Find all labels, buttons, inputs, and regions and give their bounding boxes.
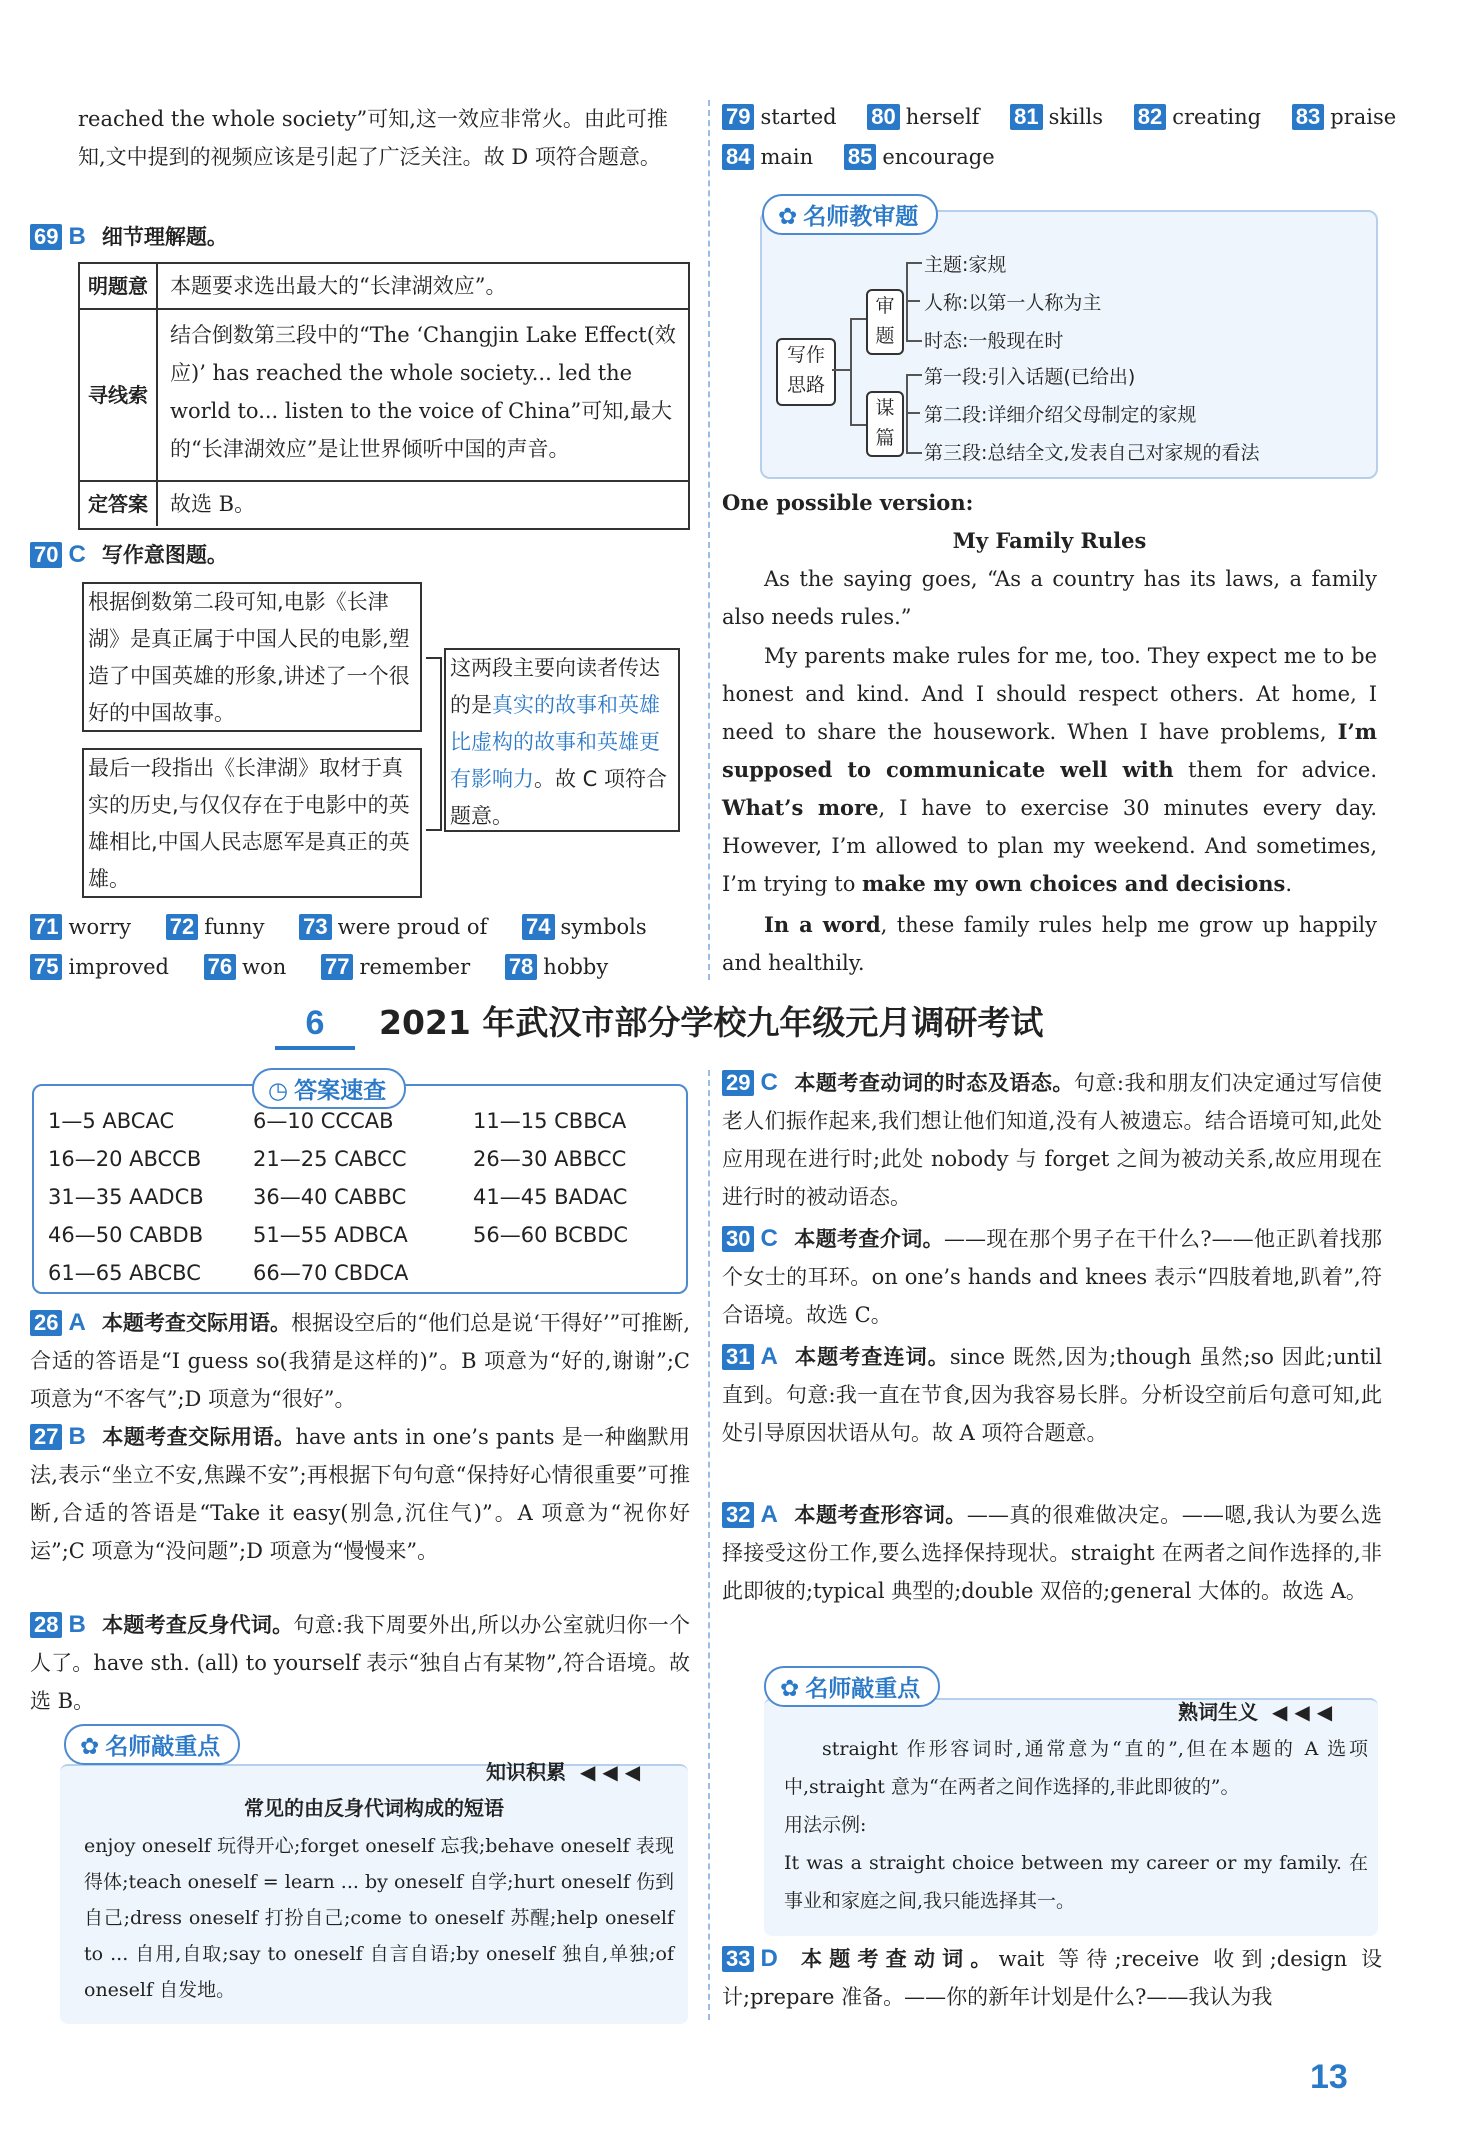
question-type: 细节理解题。 xyxy=(101,225,228,249)
question-type: 本题考查交际用语。 xyxy=(101,1425,296,1449)
answer-key-grid xyxy=(48,1102,628,1292)
explanation: wait 等待;receive 收到;design 设计;prepare 准备。——你的新年计划是什么?——我认为我 xyxy=(722,1947,1383,2009)
row-text: 本题要求选出最大的“长津湖效应”。 xyxy=(170,274,507,298)
table-row xyxy=(80,310,688,482)
connector xyxy=(906,262,922,342)
tip-tag: ✿ 名师敲重点 xyxy=(764,1666,940,1707)
teacher-icon: ✿ xyxy=(780,1676,800,1702)
explanation: ——现在那个男子在干什么?——他正趴着找那个女士的耳环。on one’s hands and knees 表示“四肢着地,趴着”,符合语境。故选 C。 xyxy=(722,1227,1382,1327)
analysis-table xyxy=(78,262,690,530)
essay-bold: make my own choices and decisions xyxy=(862,871,1286,896)
analysis-box: 根据倒数第二段可知,电影《长津湖》是真正属于中国人民的电影,塑造了中国英雄的形象,讲述了一个很好的中国故事。 xyxy=(82,582,422,732)
connector xyxy=(906,374,922,454)
row-text: 故选 B。 xyxy=(170,492,256,516)
essay-text: . xyxy=(1285,872,1293,896)
essay-paragraph: As the saying goes, “As a country has its laws, a family also needs rules.” xyxy=(722,567,1377,629)
conclusion-text: 这两段主要向读者传达的是 xyxy=(450,656,660,717)
answer-word: started xyxy=(760,105,837,129)
answer-word: encourage xyxy=(882,145,995,169)
answer-row xyxy=(722,104,1396,130)
question-number: 70 xyxy=(30,542,62,568)
answer-letter: C xyxy=(760,1069,778,1096)
explanation: 句意:我和朋友们决定通过写信使老人们振作起来,我们想让他们知道,没有人被遗忘。结合语境可知,此处应用现在进行时;此处 nobody 与 forget 之间为被动关系,故应用现在进行时的被动语态。 xyxy=(722,1071,1382,1209)
answer-number: 81 xyxy=(1010,104,1042,130)
answer-number: 83 xyxy=(1292,104,1324,130)
answer-key-tag: ◷ 答案速查 xyxy=(252,1068,406,1109)
answer-word: funny xyxy=(204,915,265,939)
answer-word: won xyxy=(242,955,287,979)
question-number: 33 xyxy=(722,1946,754,1972)
answer-letter: A xyxy=(68,1309,86,1336)
answer-letter: C xyxy=(760,1225,778,1252)
question-number: 31 xyxy=(722,1344,754,1370)
question-69 xyxy=(30,218,690,256)
conclusion-highlight: 真实的故事和英雄比虚构的故事和英雄更有影响力 xyxy=(450,693,660,791)
answer-word: remember xyxy=(359,955,471,979)
answer-word: hobby xyxy=(543,955,609,979)
question-29 xyxy=(722,1064,1382,1216)
tip-text: 用法示例: xyxy=(784,1814,867,1836)
tip-heading: 常见的由反身代词构成的短语 xyxy=(244,1796,504,1820)
question-type: 本题考查动词的时态及语态。 xyxy=(793,1071,1074,1095)
answer-word: skills xyxy=(1048,105,1104,129)
section-number: 6 xyxy=(275,1000,355,1050)
explanation: ——真的很难做决定。——嗯,我认为要么选择接受这份工作,要么选择保持现状。straight 在两者之间作选择的,非此即彼的;typical 典型的;double 双倍的;general 大体的。故选 A。 xyxy=(722,1503,1382,1603)
section-tag: ✿ 名师教审题 xyxy=(762,194,938,235)
answer-word: worry xyxy=(68,915,132,939)
essay-text: , I have to exercise 30 minutes every day. However, I’m allowed to plan my weekend. And sometimes, I’m trying to xyxy=(722,796,1377,896)
tip-subtitle: 熟词生义 ◀ ◀ ◀ xyxy=(1178,1700,1333,1724)
teacher-icon: ✿ xyxy=(778,204,798,230)
essay-bold: I’m supposed to communicate well with xyxy=(722,719,1377,782)
question-32 xyxy=(722,1496,1382,1610)
answer-number: 79 xyxy=(722,104,754,130)
triangle-icon: ◀ ◀ ◀ xyxy=(1272,1700,1333,1724)
bracket-line xyxy=(426,657,442,831)
section-title: 2021 年武汉市部分学校九年级元月调研考试 xyxy=(379,1003,1044,1042)
answer-row xyxy=(722,144,995,170)
tip-text: It was a straight choice between my career or my family. 在事业和家庭之间,我只能选择其一。 xyxy=(784,1852,1368,1912)
question-type: 本题考查动词。 xyxy=(793,1947,999,1971)
tip-tag: ✿ 名师敲重点 xyxy=(64,1724,240,1765)
mindmap-leaf: 第三段:总结全文,发表自己对家规的看法 xyxy=(924,442,1260,464)
question-26 xyxy=(30,1304,690,1418)
answer-word: praise xyxy=(1330,105,1397,129)
paragraph: reached the whole society”可知,这一效应非常火。由此可推知,文中提到的视频应该是引起了广泛关注。故 D 项符合题意。 xyxy=(78,107,668,169)
row-text: 结合倒数第三段中的“The ‘Changjin Lake Effect(效应)’ has reached the whole society... led the world to... listen to the voice of China”可知,最大的“长津湖效应”是让世界倾听中国的声音。 xyxy=(170,323,676,461)
answer-number: 82 xyxy=(1134,104,1166,130)
question-type: 本题考查交际用语。 xyxy=(101,1311,292,1335)
tip-text: enjoy oneself 玩得开心;forget oneself 忘我;behave oneself 表现得体;teach oneself = learn ... by oneself 自学;hurt oneself 伤到自己;dress oneself 打扮自己;come to oneself 苏醒;help oneself to ... 自用,自取;say to oneself 自言自语;by oneself 独自,单独;of oneself 自发地。 xyxy=(84,1835,674,2001)
question-number: 30 xyxy=(722,1226,754,1252)
answer-number: 71 xyxy=(30,914,62,940)
tip-text: straight 作形容词时,通常意为“直的”,但在本题的 A 选项中,straight 意为“在两者之间作选择的,非此即彼的”。 xyxy=(784,1738,1368,1798)
essay-text: , these family rules help me grow up happily and healthily. xyxy=(722,913,1377,975)
question-type: 写作意图题。 xyxy=(101,543,228,567)
answer-number: 78 xyxy=(505,954,537,980)
question-number: 28 xyxy=(30,1612,62,1638)
answer-number: 80 xyxy=(867,104,899,130)
version-label: One possible version: xyxy=(722,490,974,515)
explanation: 句意:我下周要外出,所以办公室就归你一个人了。have sth. (all) to yourself 表示“独自占有某物”,符合语境。故选 B。 xyxy=(30,1613,691,1713)
row-label: 寻线索 xyxy=(80,310,158,480)
essay-title: My Family Rules xyxy=(952,528,1147,553)
conclusion-text: 。故 C 项符合题意。 xyxy=(450,767,668,828)
answer-word: herself xyxy=(905,105,980,129)
stopwatch-icon: ◷ xyxy=(268,1078,289,1104)
answer-key-row: 46—50 CABDB 51—55 ADBCA 56—60 BCBDC xyxy=(48,1223,629,1247)
mindmap-root: 写作思路 xyxy=(776,338,836,406)
question-33 xyxy=(722,1940,1382,2016)
answer-letter: B xyxy=(68,1611,86,1638)
question-28 xyxy=(30,1606,690,1720)
answer-key-row: 61—65 ABCBC 66—70 CBDCA xyxy=(48,1261,409,1285)
answer-word: symbols xyxy=(560,915,647,939)
answer-word: main xyxy=(760,145,814,169)
conclusion-box xyxy=(444,648,680,832)
answer-letter: D xyxy=(760,1945,778,1972)
answer-number: 74 xyxy=(522,914,554,940)
mindmap-leaf: 第二段:详细介绍父母制定的家规 xyxy=(924,404,1197,426)
question-number: 27 xyxy=(30,1424,62,1450)
question-type: 本题考查形容词。 xyxy=(793,1503,967,1527)
question-number: 69 xyxy=(30,224,62,250)
answer-word: improved xyxy=(68,955,169,979)
table-row xyxy=(80,264,688,310)
mindmap-leaf: 人称:以第一人称为主 xyxy=(924,292,1102,314)
answer-number: 73 xyxy=(299,914,331,940)
essay-bold: In a word xyxy=(764,912,881,937)
answer-key-row: 16—20 ABCCB 21—25 CABCC 26—30 ABBCC xyxy=(48,1147,627,1171)
connector xyxy=(906,412,920,414)
answer-number: 76 xyxy=(204,954,236,980)
mindmap-leaf: 时态:一般现在时 xyxy=(924,330,1064,352)
column-divider xyxy=(708,1070,710,2020)
question-30 xyxy=(722,1220,1382,1334)
answer-number: 77 xyxy=(321,954,353,980)
mindmap-branch: 谋篇 xyxy=(866,391,904,457)
connector xyxy=(832,369,850,371)
row-label: 定答案 xyxy=(80,482,158,526)
answer-number: 75 xyxy=(30,954,62,980)
explanation: since 既然,因为;though 虽然;so 因此;until 直到。句意:我一直在节食,因为我容易长胖。分析设空前后句意可知,此处引导原因状语从句。故 A 项符合题意。 xyxy=(722,1345,1383,1445)
triangle-icon: ◀ ◀ ◀ xyxy=(580,1760,641,1784)
answer-key-row: 1—5 ABCAC 6—10 CCCAB 11—15 CBBCA xyxy=(48,1109,627,1133)
question-type: 本题考查介词。 xyxy=(793,1227,944,1251)
question-number: 32 xyxy=(722,1502,754,1528)
essay-text: them for advice. xyxy=(1173,758,1377,782)
answer-letter: B xyxy=(68,1423,86,1450)
essay-paragraph xyxy=(722,906,1377,982)
answer-row xyxy=(30,914,647,940)
answer-number: 72 xyxy=(166,914,198,940)
question-27 xyxy=(30,1418,690,1570)
table-row xyxy=(80,482,688,526)
answer-number: 85 xyxy=(844,144,876,170)
teacher-icon: ✿ xyxy=(80,1734,100,1760)
explanation: have ants in one’s pants 是一种幽默用法,表示“坐立不安,焦躁不安”;再根据下句句意“保持好心情很重要”可推断,合适的答语是“Take it easy(别急,沉住气)”。A 项意为“祝你好运”;C 项意为“没问题”;D 项意为“慢慢来”。 xyxy=(30,1425,691,1563)
explanation: 根据设空后的“他们总是说‘干得好’”可推断,合适的答语是“I guess so(我猜是这样的)”。B 项意为“好的,谢谢”;C 项意为“不客气”;D 项意为“很好”。 xyxy=(30,1311,691,1411)
answer-word: were proud of xyxy=(337,915,488,939)
row-label: 明题意 xyxy=(80,264,158,308)
answer-word: creating xyxy=(1172,105,1262,129)
essay-bold: What’s more xyxy=(722,795,879,820)
mindmap-leaf: 第一段:引入话题(已给出) xyxy=(924,366,1136,388)
tip-subtitle: 知识积累 ◀ ◀ ◀ xyxy=(486,1760,641,1784)
answer-row xyxy=(30,954,608,980)
answer-letter: C xyxy=(68,541,86,568)
answer-number: 84 xyxy=(722,144,754,170)
mindmap-branch: 审题 xyxy=(866,289,904,355)
question-70 xyxy=(30,536,690,574)
connector xyxy=(906,300,920,302)
page-number: 13 xyxy=(1310,2058,1348,2096)
answer-letter: A xyxy=(760,1501,778,1528)
answer-key-row: 31—35 AADCB 36—40 CABBC 41—45 BADAC xyxy=(48,1185,628,1209)
question-31 xyxy=(722,1338,1382,1452)
question-number: 26 xyxy=(30,1310,62,1336)
section-header xyxy=(275,1000,1195,1050)
question-number: 29 xyxy=(722,1070,754,1096)
question-type: 本题考查连词。 xyxy=(793,1345,950,1369)
answer-letter: B xyxy=(68,223,86,250)
mindmap-leaf: 主题:家规 xyxy=(924,254,1007,276)
essay-text: My parents make rules for me, too. They expect me to be honest and kind. And I should respect others. At home, I need to share the housework. When I have problems, xyxy=(722,644,1377,744)
answer-letter: A xyxy=(760,1343,778,1370)
column-divider xyxy=(708,100,710,980)
question-type: 本题考查反身代词。 xyxy=(101,1613,294,1637)
essay-paragraph xyxy=(722,637,1377,903)
analysis-box: 最后一段指出《长津湖》取材于真实的历史,与仅仅存在于电影中的英雄相比,中国人民志愿军是真正的英雄。 xyxy=(82,748,422,898)
